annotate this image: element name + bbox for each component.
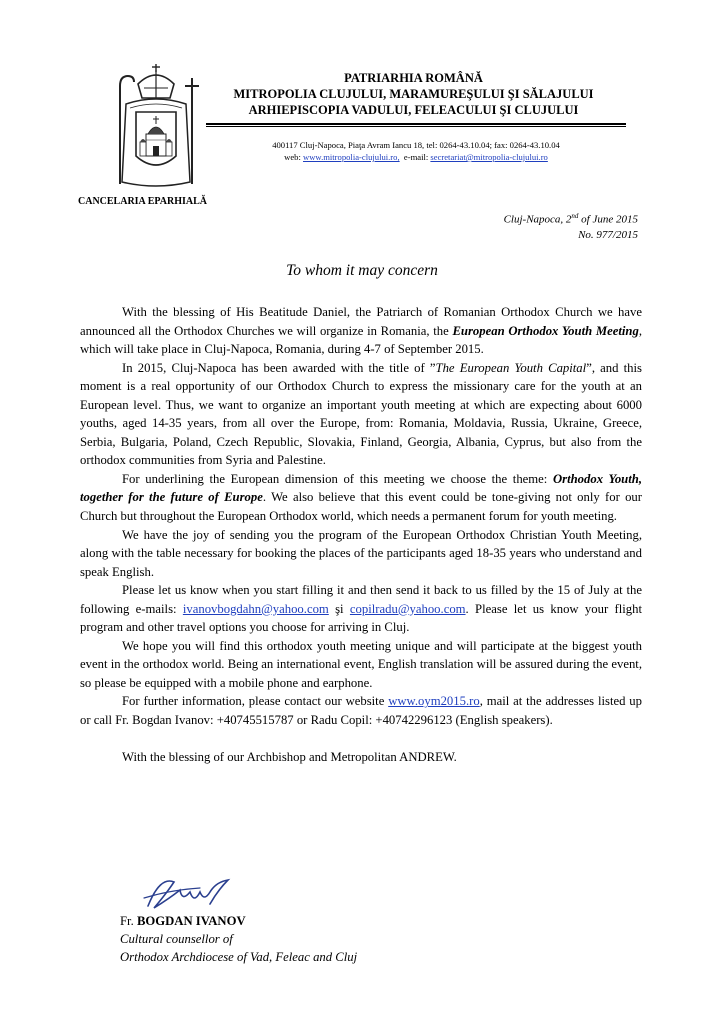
email-link-ivanov[interactable]: ivanovbogdahn@yahoo.com: [182, 601, 329, 616]
letterhead-title-1: PATRIARHIA ROMÂNĂ: [344, 71, 483, 85]
office-name: CANCELARIA EPARHIALĂ: [78, 196, 207, 207]
date-suffix: nd: [571, 212, 579, 220]
letterhead-address: 400117 Cluj-Napoca, Piaţa Avram Iancu 18, tel: 0264-43.10.04; fax: 0264-43.10.04: [272, 140, 560, 150]
signature-block: [120, 912, 357, 967]
p2-text-a: In 2015, Cluj-Napoca has been awarded with the title of ”: [122, 360, 436, 375]
p3-emphasis: Orthodox Youth, together for the future of Europe: [80, 471, 642, 505]
signer-name: BOGDAN IVANOV: [136, 914, 246, 928]
signer-name-line: [120, 912, 357, 930]
signer-prefix: Fr.: [120, 914, 137, 928]
letter-body: [80, 303, 642, 767]
letter-title: To whom it may concern: [286, 262, 438, 279]
p5-text-b: . Please let us know your flight program and other travel options you choose for arriving in Cluj.: [80, 601, 642, 635]
episcopal-crest-icon: [108, 64, 204, 190]
p5-text-mid: şi: [328, 601, 350, 616]
p5-text-a: Please let us know when you start filling it and then send it back to us filled by the 15 of July at the following e-mails:: [80, 583, 642, 616]
p2-emphasis: The European Youth Capital: [435, 360, 587, 375]
p3-text-b: . We also believe that this event could be tone-giving not only for our Church but throughout the European Orthodox world, which needs a permanent forum for youth meeting.: [80, 490, 642, 524]
signer-role-1: Cultural counsellor of: [120, 932, 233, 947]
p1-emphasis: European Orthodox Youth Meeting: [452, 323, 639, 338]
letterhead-rule: [206, 123, 626, 125]
letter-number: No. 977/2015: [578, 229, 638, 241]
closing-blessing: With the blessing of our Archbishop and Metropolitan ANDREW.: [122, 750, 457, 765]
date-rest: of June 2015: [578, 213, 638, 226]
letterhead-contact: [206, 152, 626, 163]
email-label: e-mail:: [403, 152, 429, 162]
paragraph-6: We hope you will find this orthodox youth meeting unique and will participate at the biggest youth event in the orthodox world. Being an international event, English translation will be assured during the event, so please be equipped with a mobile phone and earphone.: [80, 638, 642, 690]
paragraph-2: [80, 359, 642, 470]
web-label: web:: [284, 152, 301, 162]
paragraph-4: We have the joy of sending you the program of the European Orthodox Christian Youth Meeting, along with the table necessary for booking the places of the participants aged 18-35 years who understand and speak English.: [80, 527, 642, 579]
email-link[interactable]: secretariat@mitropolia-clujului.ro: [430, 152, 548, 162]
website-link-oym[interactable]: www.oym2015.ro: [388, 694, 480, 709]
email-link-copil[interactable]: copilradu@yahoo.com: [349, 601, 466, 616]
p2-text-b: ”, and this moment is a real opportunity of our Orthodox Church to express the missionary care for the youth at an European level. Thus, we want to organize an important youth meeting at which are expecting about 6000 youths, aged 14-35 years, from all over the Europe, from: Romania, Moldavia, Russia, Ukraine, Greece, Serbia, Bulgaria, Poland, Czech Republic, Slovakia, Finland, Georgia, Albania, Cyprus, but also from the orthodox communities from Syria and Palestine.: [80, 360, 642, 468]
letter-date: [504, 212, 638, 226]
paragraph-5: [80, 581, 642, 637]
letterhead-title-2: MITROPOLIA CLUJULUI, MARAMUREŞULUI ŞI SĂLAJULUI: [233, 87, 594, 101]
p1-text-a: With the blessing of His Beatitude Daniel, the Patriarch of Romanian Orthodox Church we have announced all the Orthodox Churches we will organize in Romania, the: [80, 305, 642, 338]
p1-text-b: , which will take place in Cluj-Napoca, Romania, during 4-7 of September 2015.: [80, 323, 642, 357]
p7-text-b: , mail at the addresses listed up or call Fr. Bogdan Ivanov: +40745515787 or Radu Copil: +40742296123 (English speakers).: [80, 694, 642, 728]
letterhead-title-3: ARHIEPISCOPIA VADULUI, FELEACULUI ŞI CLUJULUI: [248, 103, 579, 117]
p7-text-a: For further information, please contact our website: [122, 694, 389, 709]
website-link[interactable]: www.mitropolia-clujului.ro,: [303, 152, 400, 162]
date-place: Cluj-Napoca, 2: [503, 213, 572, 226]
paragraph-1: [80, 303, 642, 359]
signer-role-2: Orthodox Archdiocese of Vad, Feleac and Cluj: [120, 950, 358, 965]
paragraph-3: [80, 470, 642, 526]
p3-text-a: For underlining the European dimension of this meeting we choose the theme:: [122, 471, 553, 486]
letterhead-rule-thin: [206, 126, 626, 127]
paragraph-7: [80, 692, 642, 729]
